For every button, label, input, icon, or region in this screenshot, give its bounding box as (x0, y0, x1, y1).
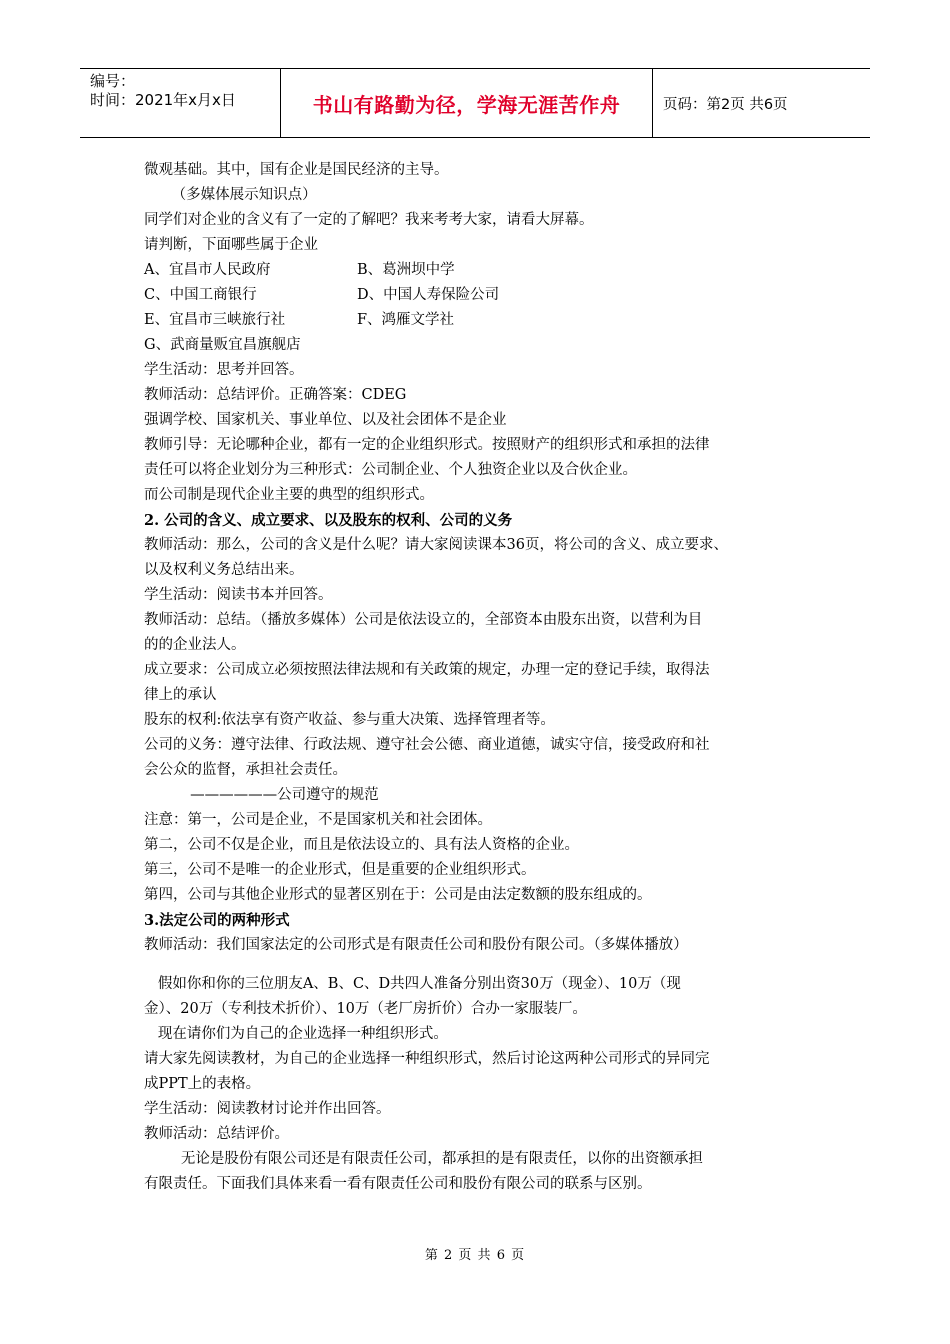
paragraph-line: 强调学校、国家机关、事业单位、以及社会团体不是企业 (144, 412, 507, 428)
option-a: A、宜昌市人民政府 (144, 262, 271, 278)
paragraph-line: 教师活动：总结评价。正确答案：CDEG (144, 387, 407, 403)
option-d: D、中国人寿保险公司 (357, 287, 500, 303)
date-label: 时间：2021年x月x日 (90, 91, 236, 109)
page-footer (0, 1244, 950, 1263)
paragraph-line: ——————公司遵守的规范 (144, 787, 379, 803)
paragraph-line: 现在请你们为自己的企业选择一种组织形式。 (144, 1026, 448, 1042)
paragraph-line: 假如你和你的三位朋友A、B、C、D共四人准备分别出资30万（现金）、10万（现 (144, 976, 681, 992)
paragraph-line: 学生活动：阅读教材讨论并作出回答。 (144, 1101, 391, 1117)
option-c: C、中国工商银行 (144, 287, 257, 303)
motto: 书山有路勤为径，学海无涯苦作舟 (312, 92, 621, 117)
paragraph-line: 注意：第一，公司是企业，不是国家机关和社会团体。 (144, 812, 492, 828)
option-f: F、鸿雁文学社 (357, 312, 455, 328)
paragraph-line: 教师引导：无论哪种企业，都有一定的企业组织形式。按照财产的组织形式和承担的法律 (144, 437, 710, 453)
paragraph-line: 第二，公司不仅是企业，而且是依法设立的、具有法人资格的企业。 (144, 837, 579, 853)
paragraph-line: 责任可以将企业划分为三种形式：公司制企业、个人独资企业以及合伙企业。 (144, 462, 637, 478)
paragraph-line: 公司的义务：遵守法律、行政法规、遵守社会公德、商业道德，诚实守信，接受政府和社 (144, 737, 710, 753)
blank-spacer (144, 958, 824, 972)
paragraph-line: 会公众的监督，承担社会责任。 (144, 762, 347, 778)
paragraph-line: 第四，公司与其他企业形式的显著区别在于：公司是由法定数额的股东组成的。 (144, 887, 652, 903)
paragraph-line: 而公司制是现代企业主要的典型的组织形式。 (144, 487, 434, 503)
paragraph-line: 律上的承认 (144, 687, 217, 703)
option-row (144, 283, 824, 308)
code-label: 编号： (90, 72, 136, 90)
page-header (80, 68, 870, 138)
paragraph-line: 无论是股份有限公司还是有限责任公司，都承担的是有限责任，以你的出资额承担 (144, 1151, 703, 1167)
header-meta (80, 69, 280, 137)
question-prompt: 请判断，下面哪些属于企业 (144, 237, 318, 253)
paragraph-line: 有限责任。下面我们具体来看一看有限责任公司和股份有限公司的联系与区别。 (144, 1176, 652, 1192)
paragraph-line: 的的企业法人。 (144, 637, 246, 653)
paragraph-line: 金）、20万（专利技术折价）、10万（老厂房折价）合办一家服装厂。 (144, 1001, 587, 1017)
option-g: G、武商量贩宜昌旗舰店 (144, 337, 301, 353)
section-heading: 3.法定公司的两种形式 (144, 912, 290, 929)
paragraph-line: 教师活动：总结评价。 (144, 1126, 289, 1142)
paragraph-line: 成PPT上的表格。 (144, 1076, 261, 1092)
paragraph-line: 学生活动：阅读书本并回答。 (144, 587, 333, 603)
header-motto-cell (280, 69, 653, 137)
paragraph-line: 以及权利义务总结出来。 (144, 562, 304, 578)
paragraph-line: 成立要求：公司成立必须按照法律法规和有关政策的规定，办理一定的登记手续，取得法 (144, 662, 710, 678)
page-info: 页码：第2页 共6页 (663, 96, 788, 113)
paragraph-line: 请大家先阅读教材，为自己的企业选择一种组织形式，然后讨论这两种公司形式的异同完 (144, 1051, 710, 1067)
footer-page-number: 第 2 页 共 6 页 (424, 1248, 526, 1263)
paragraph-line: 教师活动：总结。（播放多媒体）公司是依法设立的，全部资本由股东出资，以营利为目 (144, 612, 703, 628)
paragraph-line: 第三，公司不是唯一的企业形式，但是重要的企业组织形式。 (144, 862, 536, 878)
paragraph-line: 教师活动：我们国家法定的公司形式是有限责任公司和股份有限公司。（多媒体播放） (144, 937, 688, 953)
header-page-info-cell (653, 69, 870, 137)
paragraph-line: （多媒体展示知识点） (144, 187, 317, 203)
paragraph-line: 微观基础。其中，国有企业是国民经济的主导。 (144, 162, 449, 178)
paragraph-line: 教师活动：那么，公司的含义是什么呢？请大家阅读课本36页，将公司的含义、成立要求、 (144, 537, 728, 553)
paragraph-line: 同学们对企业的含义有了一定的了解吧？我来考考大家，请看大屏幕。 (144, 212, 594, 228)
option-e: E、宜昌市三峡旅行社 (144, 312, 286, 328)
paragraph-line: 学生活动：思考并回答。 (144, 362, 304, 378)
option-b: B、葛洲坝中学 (357, 262, 455, 278)
paragraph-line: 股东的权利:依法享有资产收益、参与重大决策、选择管理者等。 (144, 712, 555, 728)
option-row (144, 258, 824, 283)
section-heading: 2. 公司的含义、成立要求、以及股东的权利、公司的义务 (144, 512, 513, 529)
option-row (144, 308, 824, 333)
document-body (144, 158, 824, 1197)
